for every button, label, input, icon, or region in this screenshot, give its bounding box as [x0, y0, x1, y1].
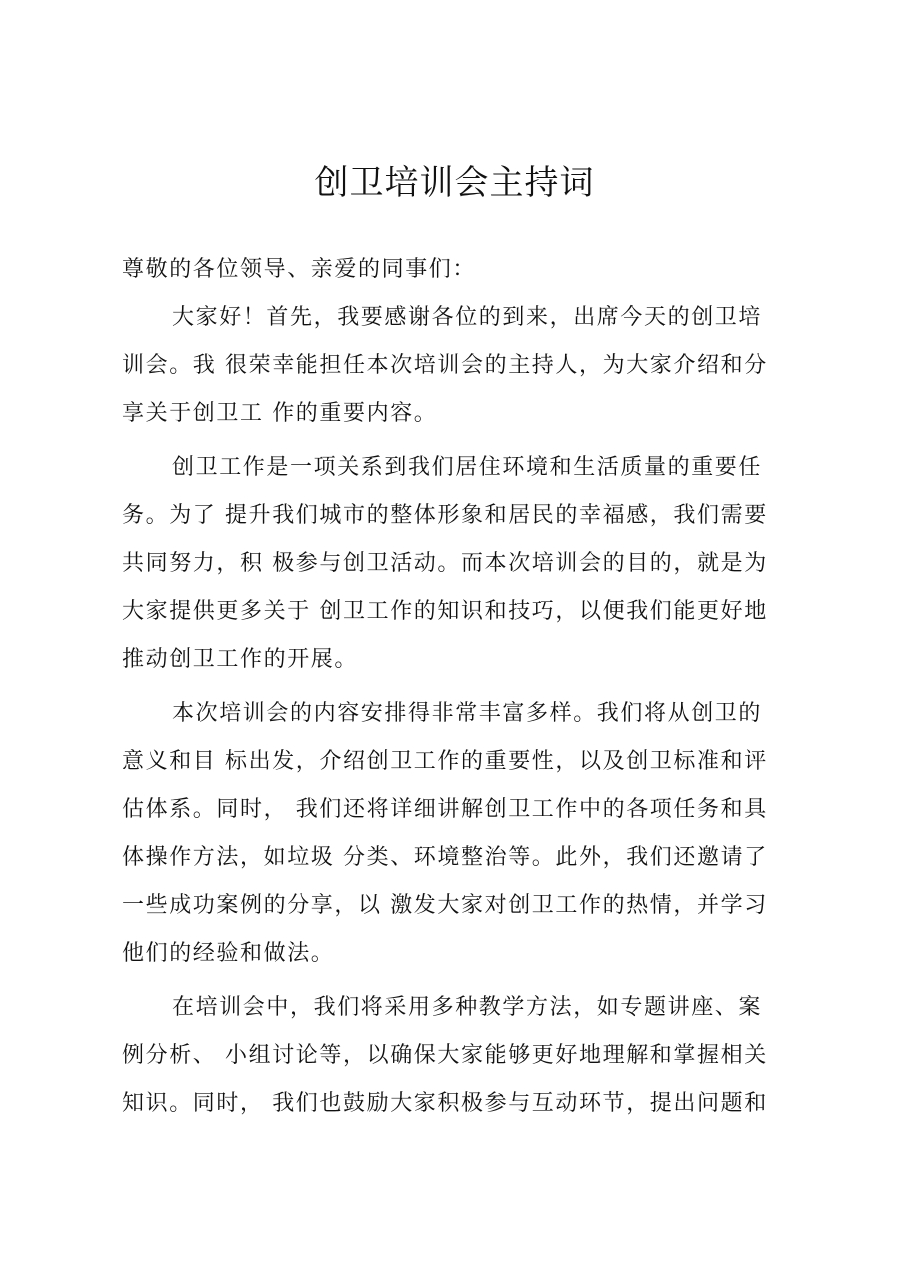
document-title: 创卫培训会主持词: [314, 163, 595, 203]
paragraph: [122, 444, 798, 684]
paragraph-line: 大家提供更多关于 创卫工作的知识和技巧，以便我们能更好地: [122, 599, 768, 624]
paragraph: [122, 294, 798, 438]
paragraph-line: 体操作方法，如垃圾 分类、环境整治等。此外，我们还邀请了: [122, 845, 768, 870]
paragraph-line: 推动创卫工作的开展。: [122, 647, 359, 672]
paragraph-line: 务。为了 提升我们城市的整体形象和居民的幸福感，我们需要: [122, 503, 768, 528]
paragraph-line: 他们的经验和做法。: [122, 941, 335, 966]
paragraph-line: 共同努力，积 极参与创卫活动。而本次培训会的目的，就是为: [122, 551, 768, 576]
paragraph-line: 训会。我 很荣幸能担任本次培训会的主持人，为大家介绍和分: [122, 353, 768, 378]
paragraph-line: 例分析、 小组讨论等，以确保大家能够更好地理解和掌握相关: [122, 1043, 768, 1068]
salutation: 尊敬的各位领导、亲爱的同事们：: [122, 257, 477, 282]
paragraph: [122, 984, 798, 1128]
document-body: [122, 246, 798, 1128]
paragraph-line: 知识。同时， 我们也鼓励大家积极参与互动环节，提出问题和: [122, 1091, 768, 1116]
paragraph: [122, 690, 798, 978]
paragraph-line: 一些成功案例的分享，以 激发大家对创卫工作的热情，并学习: [122, 893, 768, 918]
paragraph-line: 估体系。同时， 我们还将详细讲解创卫工作中的各项任务和具: [122, 797, 768, 822]
paragraph-line: 大家好！首先，我要感谢各位的到来，出席今天的创卫培: [172, 305, 763, 330]
paragraph-line: 在培训会中，我们将采用多种教学方法，如专题讲座、案: [172, 995, 763, 1020]
paragraph-line: 意义和目 标出发，介绍创卫工作的重要性，以及创卫标准和评: [122, 749, 768, 774]
paragraph-line: 创卫工作是一项关系到我们居住环境和生活质量的重要任: [172, 455, 763, 480]
paragraph-line: 享关于创卫工 作的重要内容。: [122, 401, 438, 426]
paragraph-line: 本次培训会的内容安排得非常丰富多样。我们将从创卫的: [172, 701, 763, 726]
